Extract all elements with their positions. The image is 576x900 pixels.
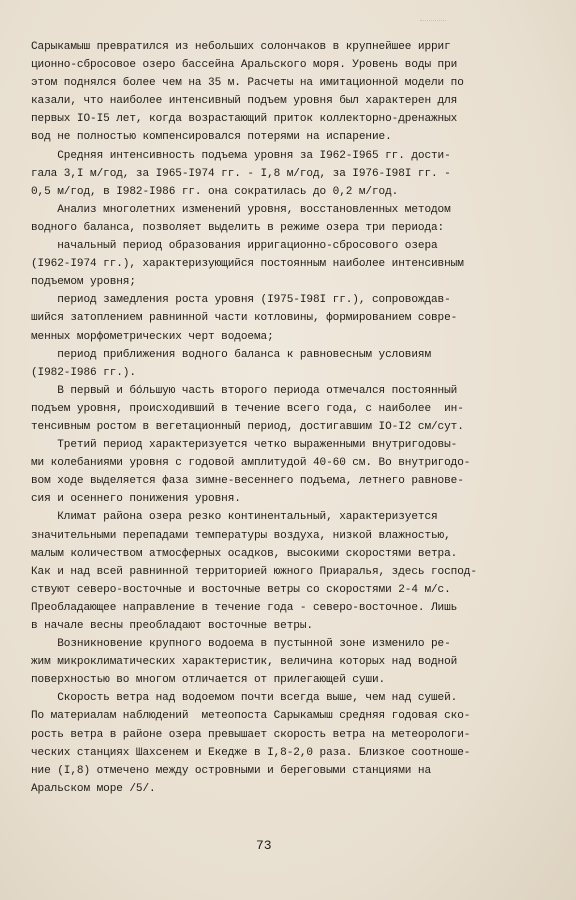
text-line: рость ветра в районе озера превышает скорость ветра на метеорологи- [31, 728, 471, 741]
text-line: ческих станциях Шахсенем и Екедже в I,8-2,0 раза. Близкое соотноше- [31, 746, 471, 759]
text-line: ционно-сбросовое озеро бассейна Аральского моря. Уровень воды при [31, 59, 458, 72]
text-line: поверхностью во многом отличается от прилегающей суши. [31, 674, 386, 687]
text-line: этом поднялся более чем на 35 м. Расчеты на имитационной модели по [31, 77, 464, 90]
text-line: вом ходе выделяется фаза зимне-весеннего подъема, летнего равнове- [31, 475, 464, 488]
text-line: шийся затоплением равнинной части котловины, формированием совре- [31, 312, 458, 325]
text-line: водного баланса, позволяет выделить в режиме озера три периода: [31, 221, 445, 234]
text-line: гала 3,I м/год, за I965-I974 гг. - I,8 м/год, за I976-I98I гг. - [31, 167, 451, 180]
text-line: Климат района озера резко континентальный, характеризуется [31, 511, 438, 524]
text-line: сия и осеннего понижения уровня. [31, 493, 241, 506]
text-line: Преобладающее направление в течение года - северо-восточное. Лишь [31, 601, 458, 614]
text-line: начальный период образования ирригационно-сбросового озера [31, 240, 438, 253]
text-line: менных морфометрических черт водоема; [31, 330, 274, 343]
text-line: ние (I,8) отмечено между островными и береговыми станциями на [31, 764, 431, 777]
text-line: ми колебаниями уровня с годовой амплитудой 40-60 см. Во внутригодо- [31, 457, 471, 470]
text-line: Скорость ветра над водоемом почти всегда выше, чем над сушей. [31, 692, 458, 705]
text-line: казали, что наиболее интенсивный подъем уровня был характерен для [31, 95, 458, 108]
text-line: значительными перепадами температуры воздуха, низкой влажностью, [31, 529, 451, 542]
text-line: первых IO-I5 лет, когда возрастающий приток коллекторно-дренажных [31, 113, 458, 126]
text-line: Анализ многолетних изменений уровня, восстановленных методом [31, 203, 451, 216]
text-line: 0,5 м/год, в I982-I986 гг. она сократилась до 0,2 м/год. [31, 185, 399, 198]
text-line: Аральском море /5/. [31, 782, 156, 795]
text-line: Возникновение крупного водоема в пустынной зоне изменило ре- [31, 638, 451, 651]
text-line: Третий период характеризуется четко выраженными внутригодовы- [31, 439, 458, 452]
scan-artifact [420, 14, 446, 21]
text-line: Как и над всей равнинной территорией южного Приаралья, здесь господ- [31, 565, 477, 578]
text-line: подъемом уровня; [31, 276, 136, 289]
text-line: в начале весны преобладают восточные ветры. [31, 620, 313, 632]
text-line: жим микроклиматических характеристик, величина которых над водной [31, 656, 458, 669]
text-line: (I982-I986 гг.). [31, 366, 136, 379]
text-line: По материалам наблюдений метеопоста Сарыкамыш средняя годовая ско- [31, 710, 471, 723]
text-line: малым количеством атмосферных осадков, высокими скоростями ветра. [31, 547, 458, 560]
text-line: период замедления роста уровня (I975-I98I гг.), сопровождав- [31, 294, 451, 307]
body-text [31, 38, 553, 798]
page-number: 73 [256, 838, 272, 853]
text-line: вод не полностью компенсировался потерями на испарение. [31, 131, 392, 144]
text-line: Сарыкамыш превратился из небольших солончаков в крупнейшее ирриг [31, 41, 451, 53]
text-line: период приближения водного баланса к равновесным условиям [31, 348, 431, 361]
text-line: (I962-I974 гг.), характеризующийся постоянным наиболее интенсивным [31, 258, 464, 271]
text-line: В первый и бóльшую часть второго периода отмечался постоянный [31, 384, 458, 397]
text-line: тенсивным ростом в вегетационный период, достигавшим IO-I2 см/сут. [31, 420, 464, 433]
text-line: подъем уровня, происходивший в течение всего года, с наиболее ин- [31, 402, 464, 415]
text-line: Средняя интенсивность подъема уровня за I962-I965 гг. дости- [31, 149, 451, 162]
text-line: ствуют северо-восточные и восточные ветры со скоростями 2-4 м/с. [31, 583, 451, 596]
